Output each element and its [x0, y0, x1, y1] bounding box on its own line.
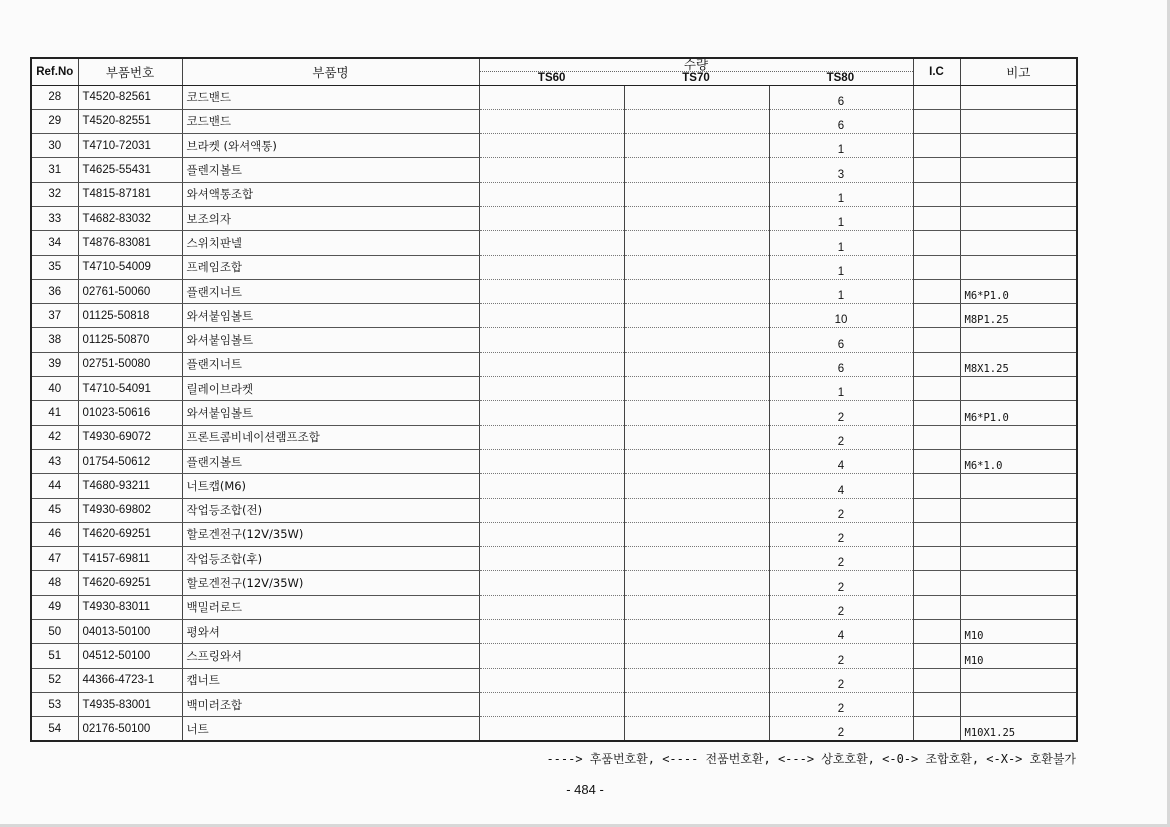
ref-no-cell: 33	[31, 206, 78, 230]
header-part-name: 부품명	[182, 58, 479, 85]
part-name-cell: 할로겐전구(12V/35W)	[182, 522, 479, 546]
ic-cell	[913, 109, 960, 133]
qty-ts70-cell	[624, 328, 769, 352]
remarks-cell	[960, 109, 1077, 133]
table-row	[31, 522, 1077, 546]
part-name-cell: 와셔붙임볼트	[182, 401, 479, 425]
table-row	[31, 255, 1077, 279]
ref-no-cell: 52	[31, 668, 78, 692]
ref-no-cell: 45	[31, 498, 78, 522]
qty-ts70-cell	[624, 134, 769, 158]
qty-ts60-cell	[479, 377, 624, 401]
ref-no-cell: 49	[31, 595, 78, 619]
ref-no-cell: 39	[31, 352, 78, 376]
remarks-cell	[960, 595, 1077, 619]
table-row	[31, 717, 1077, 741]
part-no-cell: T4930-69072	[78, 425, 182, 449]
qty-ts60-cell	[479, 522, 624, 546]
ic-cell	[913, 328, 960, 352]
ic-cell	[913, 158, 960, 182]
qty-ts80-cell: 6	[769, 109, 913, 133]
table-row	[31, 109, 1077, 133]
qty-ts80-cell: 4	[769, 620, 913, 644]
remarks-cell	[960, 474, 1077, 498]
ref-no-cell: 30	[31, 134, 78, 158]
table-row	[31, 134, 1077, 158]
ic-cell	[913, 668, 960, 692]
remarks-cell	[960, 522, 1077, 546]
ic-cell	[913, 304, 960, 328]
table-row	[31, 206, 1077, 230]
remarks-cell: M10X1.25	[960, 717, 1077, 741]
header-remarks: 비고	[960, 58, 1077, 85]
ref-no-cell: 37	[31, 304, 78, 328]
ref-no-cell: 54	[31, 717, 78, 741]
qty-ts70-cell	[624, 474, 769, 498]
qty-ts60-cell	[479, 206, 624, 230]
part-no-cell: T4620-69251	[78, 571, 182, 595]
qty-ts80-cell: 3	[769, 158, 913, 182]
part-name-cell: 플랜지볼트	[182, 449, 479, 473]
qty-ts70-cell	[624, 377, 769, 401]
table-row	[31, 620, 1077, 644]
table-row	[31, 328, 1077, 352]
remarks-cell	[960, 571, 1077, 595]
table-row	[31, 692, 1077, 716]
part-no-cell: T4680-93211	[78, 474, 182, 498]
qty-ts70-cell	[624, 644, 769, 668]
ic-cell	[913, 255, 960, 279]
part-name-cell: 와셔붙임볼트	[182, 328, 479, 352]
table-row	[31, 401, 1077, 425]
qty-ts60-cell	[479, 547, 624, 571]
qty-ts60-cell	[479, 620, 624, 644]
qty-ts60-cell	[479, 134, 624, 158]
part-name-cell: 백미러조합	[182, 692, 479, 716]
part-name-cell: 브라켓 (와셔액통)	[182, 134, 479, 158]
qty-ts70-cell	[624, 595, 769, 619]
ref-no-cell: 28	[31, 85, 78, 109]
remarks-cell: M10	[960, 644, 1077, 668]
remarks-cell	[960, 134, 1077, 158]
table-header	[31, 58, 1077, 85]
qty-ts80-cell: 6	[769, 328, 913, 352]
qty-ts60-cell	[479, 474, 624, 498]
part-no-cell: 01754-50612	[78, 449, 182, 473]
part-no-cell: T4620-69251	[78, 522, 182, 546]
qty-ts70-cell	[624, 85, 769, 109]
ref-no-cell: 53	[31, 692, 78, 716]
part-no-cell: 01125-50870	[78, 328, 182, 352]
ic-cell	[913, 401, 960, 425]
qty-ts70-cell	[624, 304, 769, 328]
qty-ts80-cell: 2	[769, 571, 913, 595]
remarks-cell	[960, 328, 1077, 352]
table-row	[31, 85, 1077, 109]
qty-ts70-cell	[624, 620, 769, 644]
part-name-cell: 보조의자	[182, 206, 479, 230]
part-name-cell: 너트	[182, 717, 479, 741]
ref-no-cell: 40	[31, 377, 78, 401]
part-no-cell: T4930-69802	[78, 498, 182, 522]
qty-ts60-cell	[479, 644, 624, 668]
qty-ts70-cell	[624, 206, 769, 230]
qty-ts70-cell	[624, 158, 769, 182]
qty-ts60-cell	[479, 255, 624, 279]
part-no-cell: T4682-83032	[78, 206, 182, 230]
ref-no-cell: 44	[31, 474, 78, 498]
part-no-cell: 02176-50100	[78, 717, 182, 741]
remarks-cell	[960, 425, 1077, 449]
qty-ts60-cell	[479, 304, 624, 328]
qty-ts70-cell	[624, 182, 769, 206]
table-row	[31, 231, 1077, 255]
part-name-cell: 할로겐전구(12V/35W)	[182, 571, 479, 595]
qty-ts80-cell: 2	[769, 668, 913, 692]
qty-ts80-cell: 1	[769, 377, 913, 401]
interchange-legend: ----> 후품번호환, <---- 전품번호환, <---> 상호호환, <-0-> 조합호환, <-X-> 호환불가	[546, 752, 1076, 766]
part-name-cell: 릴레이브라켓	[182, 377, 479, 401]
table-row	[31, 158, 1077, 182]
qty-ts70-cell	[624, 279, 769, 303]
part-no-cell: T4930-83011	[78, 595, 182, 619]
qty-ts60-cell	[479, 328, 624, 352]
part-no-cell: T4935-83001	[78, 692, 182, 716]
ref-no-cell: 50	[31, 620, 78, 644]
part-no-cell: 44366-4723-1	[78, 668, 182, 692]
part-name-cell: 와셔붙임볼트	[182, 304, 479, 328]
qty-ts70-cell	[624, 717, 769, 741]
part-name-cell: 플랜지너트	[182, 352, 479, 376]
remarks-cell	[960, 668, 1077, 692]
qty-ts80-cell: 2	[769, 547, 913, 571]
qty-ts80-cell: 6	[769, 85, 913, 109]
part-no-cell: T4710-54009	[78, 255, 182, 279]
qty-ts70-cell	[624, 547, 769, 571]
part-name-cell: 프레임조합	[182, 255, 479, 279]
table-row	[31, 595, 1077, 619]
remarks-cell: M6*1.0	[960, 449, 1077, 473]
header-quantity	[479, 58, 913, 85]
ic-cell	[913, 692, 960, 716]
ic-cell	[913, 182, 960, 206]
table-row	[31, 182, 1077, 206]
ic-cell	[913, 449, 960, 473]
qty-ts80-cell: 6	[769, 352, 913, 376]
qty-ts60-cell	[479, 498, 624, 522]
remarks-cell: M8P1.25	[960, 304, 1077, 328]
ic-cell	[913, 620, 960, 644]
qty-ts60-cell	[479, 692, 624, 716]
qty-ts80-cell: 2	[769, 425, 913, 449]
qty-ts60-cell	[479, 401, 624, 425]
table-row	[31, 425, 1077, 449]
ref-no-cell: 41	[31, 401, 78, 425]
qty-ts80-cell: 1	[769, 255, 913, 279]
part-name-cell: 평와셔	[182, 620, 479, 644]
table-row	[31, 377, 1077, 401]
part-name-cell: 작업등조합(전)	[182, 498, 479, 522]
part-no-cell: 04512-50100	[78, 644, 182, 668]
ic-cell	[913, 134, 960, 158]
qty-ts70-cell	[624, 668, 769, 692]
part-no-cell: T4876-83081	[78, 231, 182, 255]
qty-ts80-cell: 2	[769, 717, 913, 741]
ic-cell	[913, 717, 960, 741]
ic-cell	[913, 425, 960, 449]
part-no-cell: T4157-69811	[78, 547, 182, 571]
remarks-cell: M6*P1.0	[960, 279, 1077, 303]
ic-cell	[913, 206, 960, 230]
remarks-cell: M6*P1.0	[960, 401, 1077, 425]
remarks-cell	[960, 85, 1077, 109]
table-row	[31, 304, 1077, 328]
remarks-cell	[960, 692, 1077, 716]
qty-ts70-cell	[624, 231, 769, 255]
ic-cell	[913, 279, 960, 303]
qty-ts70-cell	[624, 425, 769, 449]
ref-no-cell: 43	[31, 449, 78, 473]
remarks-cell	[960, 231, 1077, 255]
header-ref-no: Ref.No	[31, 58, 78, 85]
part-name-cell: 백밀러로드	[182, 595, 479, 619]
part-name-cell: 작업등조합(후)	[182, 547, 479, 571]
ref-no-cell: 34	[31, 231, 78, 255]
qty-ts70-cell	[624, 401, 769, 425]
part-name-cell: 플렌지볼트	[182, 158, 479, 182]
qty-ts60-cell	[479, 231, 624, 255]
table-row	[31, 644, 1077, 668]
qty-ts60-cell	[479, 668, 624, 692]
header-model-ts80: TS80	[826, 71, 855, 84]
qty-ts60-cell	[479, 595, 624, 619]
remarks-cell	[960, 498, 1077, 522]
remarks-cell	[960, 547, 1077, 571]
qty-ts60-cell	[479, 182, 624, 206]
table-row	[31, 547, 1077, 571]
ref-no-cell: 42	[31, 425, 78, 449]
part-no-cell: 01023-50616	[78, 401, 182, 425]
qty-ts60-cell	[479, 85, 624, 109]
part-no-cell: 02761-50060	[78, 279, 182, 303]
table-row	[31, 498, 1077, 522]
table-row	[31, 571, 1077, 595]
page-number: - 484 -	[566, 782, 604, 797]
parts-table	[30, 57, 1078, 742]
table-row	[31, 449, 1077, 473]
qty-ts80-cell: 2	[769, 522, 913, 546]
table-row	[31, 668, 1077, 692]
part-name-cell: 프론트콤비네이션램프조합	[182, 425, 479, 449]
ic-cell	[913, 85, 960, 109]
part-no-cell: T4815-87181	[78, 182, 182, 206]
part-name-cell: 플랜지너트	[182, 279, 479, 303]
ic-cell	[913, 547, 960, 571]
qty-ts80-cell: 10	[769, 304, 913, 328]
ic-cell	[913, 231, 960, 255]
ref-no-cell: 36	[31, 279, 78, 303]
table-row	[31, 474, 1077, 498]
part-name-cell: 너트캡(M6)	[182, 474, 479, 498]
table-row	[31, 279, 1077, 303]
header-model-ts60: TS60	[537, 71, 566, 84]
qty-ts80-cell: 2	[769, 498, 913, 522]
remarks-cell: M8X1.25	[960, 352, 1077, 376]
part-no-cell: 02751-50080	[78, 352, 182, 376]
part-no-cell: T4625-55431	[78, 158, 182, 182]
ic-cell	[913, 498, 960, 522]
qty-ts80-cell: 1	[769, 182, 913, 206]
qty-ts80-cell: 2	[769, 692, 913, 716]
ic-cell	[913, 644, 960, 668]
ref-no-cell: 31	[31, 158, 78, 182]
qty-ts80-cell: 2	[769, 644, 913, 668]
remarks-cell	[960, 158, 1077, 182]
ref-no-cell: 48	[31, 571, 78, 595]
qty-ts60-cell	[479, 158, 624, 182]
qty-ts70-cell	[624, 255, 769, 279]
header-model-ts70: TS70	[682, 71, 710, 84]
ic-cell	[913, 352, 960, 376]
part-no-cell: 01125-50818	[78, 304, 182, 328]
qty-ts80-cell: 4	[769, 449, 913, 473]
header-part-no: 부품번호	[78, 58, 182, 85]
qty-ts60-cell	[479, 425, 624, 449]
part-name-cell: 캡너트	[182, 668, 479, 692]
qty-ts80-cell: 2	[769, 401, 913, 425]
part-no-cell: 04013-50100	[78, 620, 182, 644]
part-no-cell: T4520-82561	[78, 85, 182, 109]
qty-ts70-cell	[624, 449, 769, 473]
ic-cell	[913, 595, 960, 619]
ref-no-cell: 38	[31, 328, 78, 352]
remarks-cell	[960, 206, 1077, 230]
ref-no-cell: 47	[31, 547, 78, 571]
qty-ts60-cell	[479, 352, 624, 376]
part-name-cell: 와셔액통조합	[182, 182, 479, 206]
remarks-cell	[960, 377, 1077, 401]
part-name-cell: 스위치판넬	[182, 231, 479, 255]
qty-ts80-cell: 4	[769, 474, 913, 498]
qty-ts70-cell	[624, 522, 769, 546]
ic-cell	[913, 522, 960, 546]
remarks-cell	[960, 255, 1077, 279]
header-ic: I.C	[913, 58, 960, 85]
ref-no-cell: 51	[31, 644, 78, 668]
part-no-cell: T4520-82551	[78, 109, 182, 133]
qty-ts80-cell: 1	[769, 134, 913, 158]
ref-no-cell: 35	[31, 255, 78, 279]
qty-ts60-cell	[479, 109, 624, 133]
ic-cell	[913, 571, 960, 595]
qty-ts70-cell	[624, 571, 769, 595]
part-no-cell: T4710-54091	[78, 377, 182, 401]
remarks-cell	[960, 182, 1077, 206]
part-name-cell: 코드밴드	[182, 109, 479, 133]
part-no-cell: T4710-72031	[78, 134, 182, 158]
qty-ts80-cell: 1	[769, 231, 913, 255]
qty-ts70-cell	[624, 692, 769, 716]
header-models	[480, 71, 913, 85]
qty-ts70-cell	[624, 498, 769, 522]
qty-ts60-cell	[479, 449, 624, 473]
ref-no-cell: 32	[31, 182, 78, 206]
ref-no-cell: 29	[31, 109, 78, 133]
qty-ts60-cell	[479, 717, 624, 741]
remarks-cell: M10	[960, 620, 1077, 644]
qty-ts60-cell	[479, 279, 624, 303]
qty-ts70-cell	[624, 352, 769, 376]
ic-cell	[913, 377, 960, 401]
ref-no-cell: 46	[31, 522, 78, 546]
qty-ts80-cell: 1	[769, 279, 913, 303]
qty-ts80-cell: 2	[769, 595, 913, 619]
part-name-cell: 스프링와셔	[182, 644, 479, 668]
qty-ts60-cell	[479, 571, 624, 595]
table-row	[31, 352, 1077, 376]
table-body	[31, 85, 1077, 741]
header-quantity-label: 수량	[683, 58, 709, 72]
qty-ts70-cell	[624, 109, 769, 133]
part-name-cell: 코드밴드	[182, 85, 479, 109]
qty-ts80-cell: 1	[769, 206, 913, 230]
ic-cell	[913, 474, 960, 498]
